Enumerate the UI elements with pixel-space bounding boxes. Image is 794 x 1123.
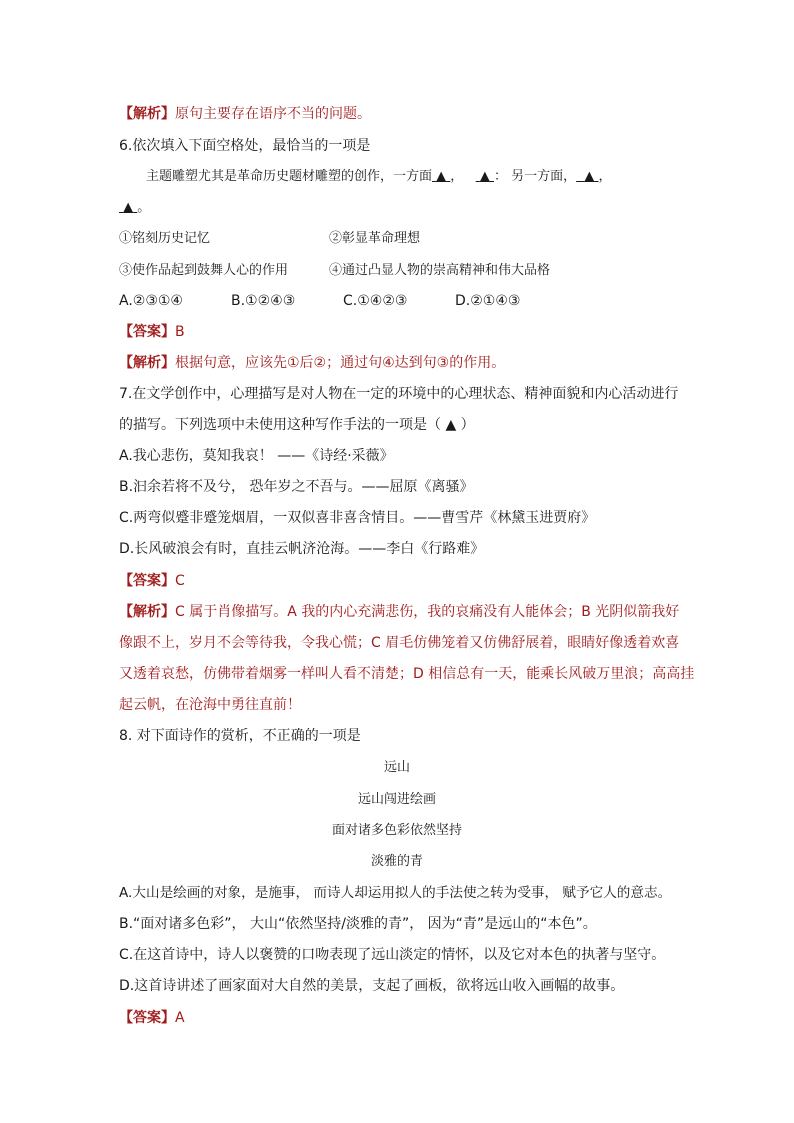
q7-analysis-line3: 又透着哀愁，仿佛带着烟雾一样叫人看不清楚；D 相信总有一天，能乘长风破万里浪；高高挂 bbox=[119, 666, 695, 682]
q6-stem: 6.依次填入下面空格处，最恰当的一项是 bbox=[119, 138, 371, 154]
q8-option-b: B.“面对诸多色彩”， 大山“依然坚持/淡雅的青”， 因为“青”是远山的“本色”。 bbox=[119, 916, 597, 932]
q7-stem-line2: 的描写。下列选项中未使用这种写作手法的一项是（ ▲ ） bbox=[119, 417, 475, 433]
q8-option-a: A.大山是绘画的对象，是施事， 而诗人却运用拟人的手法使之转为受事， 赋予它人的意志。 bbox=[119, 885, 672, 901]
q6-blank4: ▲ bbox=[123, 200, 134, 215]
answer-tag: 【答案】 bbox=[119, 324, 175, 340]
q7-analysis-line2: 像跟不上，岁月不会等待我，令我心慌；C 眉毛仿佛笼着又仿佛舒展着，眼睛好像透着欢喜 bbox=[119, 635, 680, 651]
q6-passage-b: ： 另一方面， bbox=[494, 169, 577, 184]
q6-item2: ②彰显革命理想 bbox=[329, 231, 421, 246]
q6-blank3: ▲ bbox=[584, 169, 595, 184]
q7-option-d: D.长风破浪会有时，直挂云帆济沧海。——李白《行路难》 bbox=[119, 541, 485, 557]
q6-option-d: D.②①④③ bbox=[455, 293, 521, 309]
q7-stem-line1: 7.在文学创作中，心理描写是对人物在一定的环境中的心理状态、精神面貌和内心活动进行 bbox=[119, 386, 679, 402]
q7-option-c: C.两弯似蹙非蹙笼烟眉，一双似喜非喜含情目。——曹雪芹《林黛玉进贾府》 bbox=[119, 510, 596, 526]
q6-option-c: C.①④②③ bbox=[343, 293, 408, 309]
answer-tag: 【答案】 bbox=[119, 1010, 175, 1026]
q8-option-d: D.这首诗讲述了画家面对大自然的美景，支起了画板，欲将远山收入画幅的故事。 bbox=[119, 978, 625, 994]
q6-answer bbox=[119, 322, 185, 342]
answer-value: A bbox=[175, 1010, 185, 1026]
poem-line1: 远山闯进绘画 bbox=[357, 792, 436, 807]
analysis-text: 根据句意，应该先①后②；通过句④达到句③的作用。 bbox=[175, 355, 506, 371]
q6-options bbox=[119, 291, 567, 311]
answer-value: B bbox=[175, 324, 185, 340]
q6-analysis bbox=[119, 353, 505, 373]
q7-option-a: A.我心悲伤，莫知我哀！ ——《诗经·采薇》 bbox=[119, 448, 394, 464]
q6-passage-line1: 主题雕塑尤其是革命历史题材雕塑的创作，一方面 ▲ ， ▲ ： 另一方面， ▲ ， bbox=[146, 169, 612, 184]
poem-line2: 面对诸多色彩依然坚持 bbox=[331, 823, 462, 838]
q6-item1: ①铭刻历史记忆 bbox=[119, 231, 211, 246]
analysis-tag: 【解析】 bbox=[119, 106, 175, 122]
q6-option-b: B.①②④③ bbox=[231, 293, 296, 309]
analysis-tag: 【解析】 bbox=[119, 604, 175, 620]
q6-item3: ③使作品起到鼓舞人心的作用 bbox=[119, 263, 289, 278]
analysis-text: 原句主要存在语序不当的问题。 bbox=[175, 106, 371, 122]
q7-answer bbox=[119, 571, 185, 591]
q6-blank2: ▲ bbox=[479, 169, 490, 184]
q6-blank1: ▲ bbox=[436, 169, 447, 184]
answer-value: C bbox=[175, 573, 185, 589]
q8-stem: 8. 对下面诗作的赏析，不正确的一项是 bbox=[119, 728, 361, 744]
q7-option-b: B.汩余若将不及兮， 恐年岁之不吾与。——屈原《离骚》 bbox=[119, 479, 474, 495]
q6-items-row1 bbox=[119, 229, 210, 249]
analysis-tag: 【解析】 bbox=[119, 355, 175, 371]
poem-line3: 淡雅的青 bbox=[370, 854, 423, 869]
q6-option-a: A.②③①④ bbox=[119, 293, 183, 309]
analysis-text: C 属于肖像描写。A 我的内心充满悲伤，我的哀痛没有人能体会；B 光阴似箭我好 bbox=[175, 604, 680, 620]
q6-passage-a: 主题雕塑尤其是革命历史题材雕塑的创作，一方面 bbox=[146, 169, 433, 184]
answer-tag: 【答案】 bbox=[119, 573, 175, 589]
q8-answer bbox=[119, 1008, 185, 1028]
q8-option-c: C.在这首诗中，诗人以褒赞的口吻表现了远山淡定的情怀，以及它对本色的执著与坚守。 bbox=[119, 947, 666, 963]
q6-item4: ④通过凸显人物的崇高精神和伟大品格 bbox=[329, 263, 551, 278]
q5-analysis bbox=[119, 104, 371, 124]
q6-passage-line2: ▲ 。 bbox=[119, 198, 150, 218]
q7-analysis-line1 bbox=[119, 602, 679, 622]
poem-title: 远山 bbox=[383, 760, 410, 775]
q7-analysis-line4: 起云帆，在沧海中勇往直前！ bbox=[119, 697, 301, 713]
